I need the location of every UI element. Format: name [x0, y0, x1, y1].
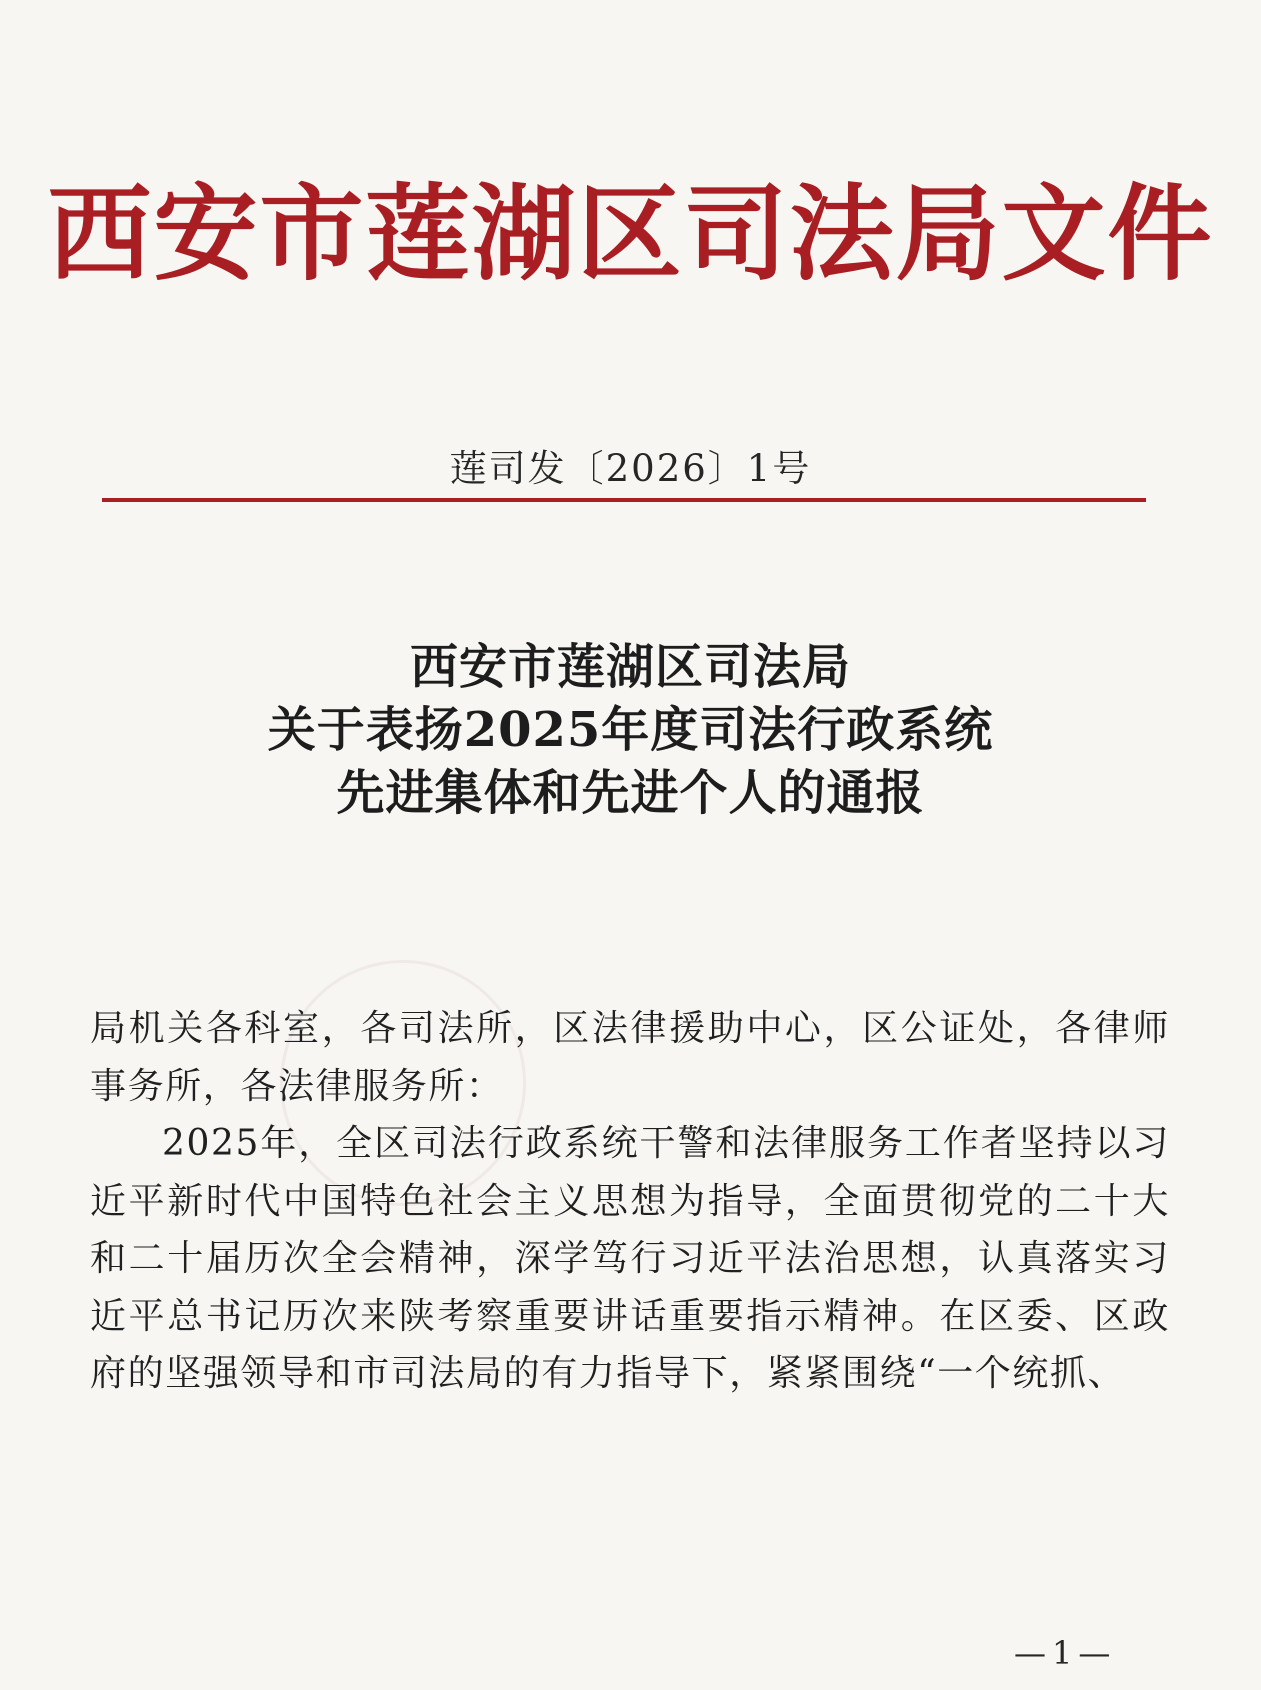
body-paragraph: 2025年，全区司法行政系统干警和法律服务工作者坚持以习近平新时代中国特色社会主义思想为指导，全面贯彻党的二十大和二十届历次全会精神，深学笃行习近平法治思想，认真落实习近平总书记历次来陕考察重要讲话重要指示精神。在区委、区政府的坚强领导和市司法局的有力指导下，紧紧围绕“一个统抓、: [90, 1123, 1170, 1394]
document-body: [90, 1000, 1170, 1403]
document-title: [0, 636, 1261, 825]
title-line-3: 先进集体和先进个人的通报: [336, 765, 925, 821]
red-divider: [102, 498, 1146, 502]
title-line-1: 西安市莲湖区司法局: [409, 639, 851, 695]
title-line-2: 关于表扬2025年度司法行政系统: [267, 702, 994, 758]
issuer-header: 西安市莲湖区司法局文件: [47, 172, 1214, 295]
addressees: 局机关各科室，各司法所，区法律援助中心，区公证处，各律师事务所，各法律服务所：: [90, 1008, 1170, 1107]
document-number: 莲司发〔2026〕1号: [449, 447, 812, 490]
page-number: —1—: [1014, 1634, 1117, 1672]
